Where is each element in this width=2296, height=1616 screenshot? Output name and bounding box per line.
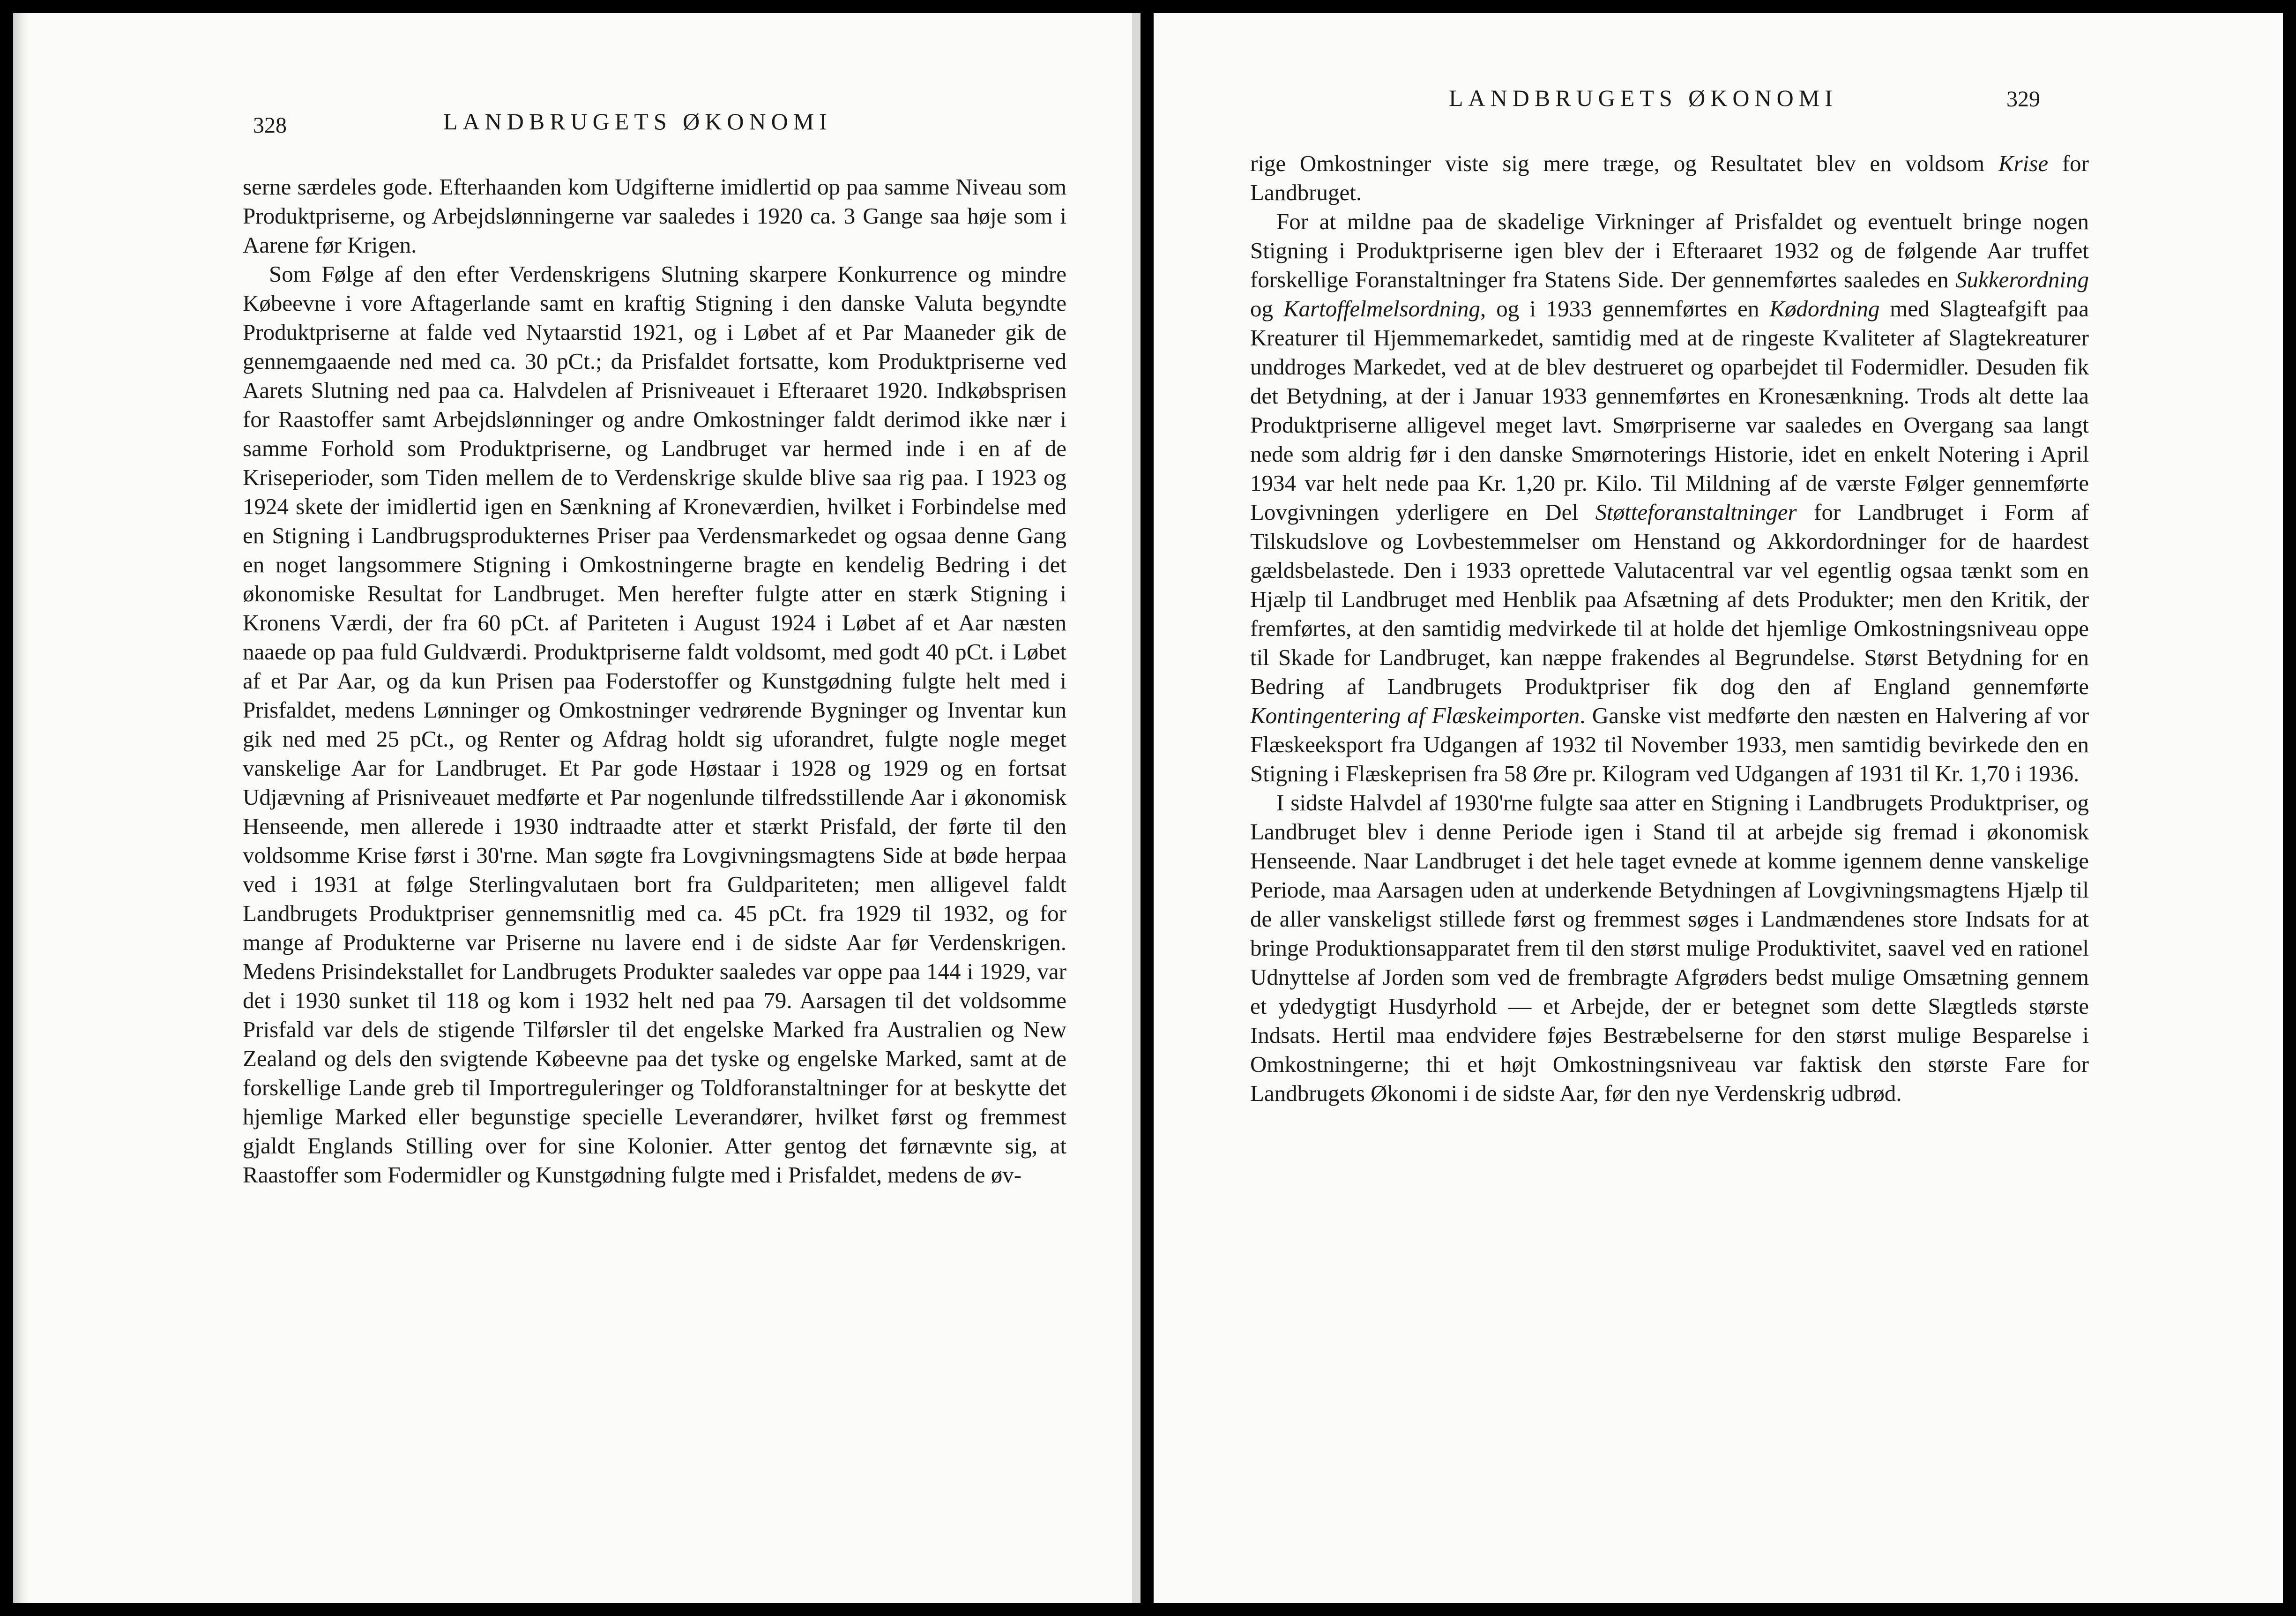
text-run: med Slagteafgift paa Kreaturer til Hjemmemarkedet, samtidig med at de ringeste Kvaliteter af Slagtekreaturer unddroges Markedet, ved at de blev destrueret og oparbejdet til Fodermidler. Desuden fik det Betydning, at der i Januar 1933 gennemførtes en Kronesænkning. Trods alt dette laa Produktpriserne alligevel meget lavt. Smørpriserne var saaledes en Overgang saa langt nede som aldrig før i den danske Smørnoterings Historie, idet en enkelt Notering i April 1934 var helt nede paa Kr. 1,20 pr. Kilo. Til Mildning af de værste Følger gennemførte Lovgivningen yderligere en Del [1250, 296, 2089, 525]
running-head: LANDBRUGETS ØKONOMI [443, 108, 832, 135]
text-run: I sidste Halvdel af 1930'rne fulgte saa atter en Stigning i Landbrugets Produktpriser, og Landbruget blev i denne Periode igen i Stand til at arbejde sig fremad i økonomisk Henseende. Naar Landbruget i det hele taget evnede at komme igennem denne vanskelige Periode, maa Aarsagen uden at underkende Betydningen af Lovgivningsmagtens Hjælp til de aller vanskeligst stillede først og fremmest søges i Landmændenes store Indsats for at bringe Produktionsapparatet frem til den størst mulige Produktivitet, saavel ved en rationel Udnyttelse af Jorden som ved de frembragte Afgrøders bedst mulige Omsætning gennem et ydedygtigt Husdyrhold — et Arbejde, der er betegnet som dette Slægtleds største Indsats. Hertil maa endvidere føjes Bestræbelserne for den størst mulige Besparelse i Omkostningerne; thi et højt Omkostningsniveau var faktisk den største Fare for Landbrugets Økonomi i de sidste Aar, før den nye Verdenskrig udbrød. [1250, 790, 2089, 1106]
text-run: , og i 1933 gennemførtes en [1480, 296, 1770, 322]
paragraph: Som Følge af den efter Verdenskrigens Slutning skarpere Konkurrence og mindre Købeevne i vore Aftagerlande samt en kraftig Stigning i den danske Valuta begyndte Produktpriserne at falde ved Nytaarstid 1921, og i Løbet af et Par Maaneder gik de gennemgaaende ned med ca. 30 pCt.; da Prisfaldet fortsatte, kom Produktpriserne ved Aarets Slutning ned paa ca. Halvdelen af Prisniveauet i Efteraaret 1920. Indkøbsprisen for Raastoffer samt Arbejdslønninger og andre Omkostninger faldt derimod ikke nær i samme Forhold som Produktpriserne, og Landbruget var hermed inde i en af de Kriseperioder, som Tiden mellem de to Verdenskrige skulde blive saa rig paa. I 1923 og 1924 skete der imidlertid igen en Sænkning af Kroneværdien, hvilket i Forbindelse med en Stigning i Landbrugsprodukternes Priser paa Verdensmarkedet og ogsaa denne Gang en noget langsommere Stigning i Omkostningerne bragte en kendelig Bedring i det økonomiske Resultat for Landbruget. Men herefter fulgte atter en stærk Stigning i Kronens Værdi, der fra 60 pCt. af Pariteten i August 1924 i Løbet af et Aar næsten naaede op paa fuld Guldværdi. Produktpriserne faldt voldsomt, med godt 40 pCt. i Løbet af et Par Aar, og da kun Prisen paa Foderstoffer og Kunstgødning fulgte helt med i Prisfaldet, medens Lønninger og Omkostninger vedrørende Bygninger og Inventar kun gik ned med 25 pCt., og Renter og Afdrag holdt sig uforandret, fulgte nogle meget vanskelige Aar for Landbruget. Et Par gode Høstaar i 1928 og 1929 og en fortsat Udjævning af Prisniveauet medførte et Par nogenlunde tilfredsstillende Aar i økonomisk Henseende, men allerede i 1930 indtraadte atter et stærkt Prisfald, der førte til den voldsomme Krise først i 30'rne. Man søgte fra Lovgivningsmagtens Side at bøde herpaa ved i 1931 at følge Sterlingvalutaen bort fra Guldpariteten; men alligevel faldt Landbrugets Produktpriser gennemsnitlig med ca. 45 pCt. fra 1929 til 1932, og for mange af Produkterne var Priserne nu lavere end i de sidste Aar før Verdenskrigen. Medens Prisindekstallet for Landbrugets Produkter saaledes var oppe paa 144 i 1929, var det i 1930 sunket til 118 og kom i 1932 helt ned paa 79. Aarsagen til det voldsomme Prisfald var dels de stigende Tilførsler til det engelske Marked fra Australien og New Zealand og dels den svigtende Købeevne paa det tyske og engelske Marked, samt at de forskellige Lande greb til Importreguleringer og Toldforanstaltninger for at beskytte det hjemlige Marked eller begunstige specielle Leverandører, hvilket først og fremmest gjaldt Englands Stilling over for sine Kolonier. Atter gentog det førnævnte sig, at Raastoffer som Fodermidler og Kunstgødning fulgte med i Prisfaldet, medens de øv- [243, 261, 1066, 1188]
emphasis-text: Kontingentering af Flæskeimporten [1250, 703, 1580, 728]
emphasis-text: Kartoffelmelsordning [1283, 296, 1481, 322]
page-edge [13, 13, 29, 1603]
left-body-text [243, 172, 1066, 1190]
running-head: LANDBRUGETS ØKONOMI [1449, 85, 1838, 111]
text-run: rige Omkostninger viste sig mere træge, og Resultatet blev en voldsom [1250, 150, 1998, 176]
right-page [1154, 13, 2283, 1603]
paragraph: serne særdeles gode. Efterhaanden kom Udgifterne imidlertid op paa samme Niveau som Produktpriserne, og Arbejdslønningerne var saaledes i 1920 ca. 3 Gange saa høje som i Aarene før Krigen. [243, 174, 1066, 258]
text-run: for Landbruget. [1250, 150, 2089, 205]
emphasis-text: Kødordning [1769, 296, 1880, 322]
left-page [13, 13, 1141, 1603]
text-run: . Ganske vist medførte den næsten en Halvering af vor Flæskeeksport fra Udgangen af 1932 til November 1933, men samtidig bevirkede den en Stigning i Flæskeprisen fra 58 Øre pr. Kilogram ved Udgangen af 1931 til Kr. 1,70 i 1936. [1250, 703, 2089, 786]
paragraph [1250, 788, 2089, 1108]
text-run: for Landbruget i Form af Tilskudslove og Lovbestemmelser om Henstand og Akkordordninger for de haardest gældsbelastede. Den i 1933 oprettede Valutacentral var vel egentlig ogsaa tænkt som en Hjælp til Landbruget med Henblik paa Afsætning af dets Produkter; men den Kritik, der fremførtes, at den samtidig medvirkede til at holde det hjemlige Omkostningsniveau oppe til Skade for Landbruget, kan næppe frakendes al Begrundelse. Størst Betydning for en Bedring af Landbrugets Produktpriser fik dog den af England gennemførte [1250, 499, 2089, 699]
emphasis-text: Krise [1998, 150, 2049, 176]
page-number: 328 [253, 113, 287, 138]
right-body-text [1250, 149, 2089, 1108]
page-number: 329 [2006, 87, 2040, 112]
emphasis-text: Støtteforanstaltninger [1595, 499, 1797, 525]
paragraph [1250, 207, 2089, 788]
paragraph [1250, 149, 2089, 207]
text-run: For at mildne paa de skadelige Virkninger af Prisfaldet og eventuelt bringe nogen Stigning i Produktpriserne igen blev der i Efteraaret 1932 og de følgende Aar truffet forskellige Foranstaltninger fra Statens Side. Der gennemførtes saaledes en [1250, 209, 2089, 292]
emphasis-text: Sukkerordning [1955, 267, 2089, 292]
text-run: og [1250, 296, 1283, 322]
